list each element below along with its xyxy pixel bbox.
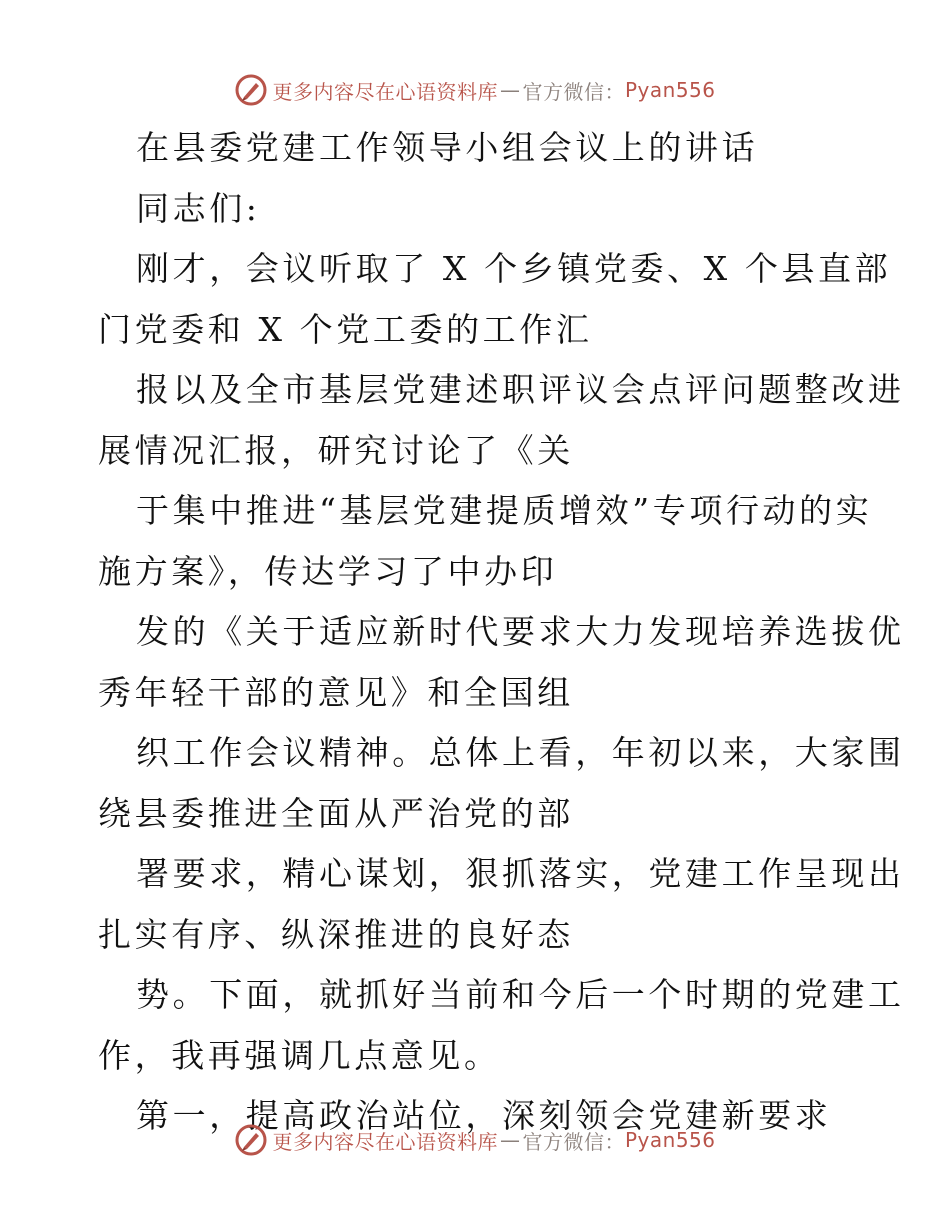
document-line: 绕县委推进全面从严治党的部 <box>98 793 574 833</box>
document-line: 作，我再强调几点意见。 <box>98 1035 501 1075</box>
document-line: 同志们: <box>136 188 261 228</box>
document-line: 发的《关于适应新时代要求大力发现培养选拔优 <box>136 612 905 651</box>
document-line: 织工作会议精神。总体上看，年初以来，大家围 <box>136 733 905 772</box>
document-line: 秀年轻干部的意见》和全国组 <box>98 672 574 712</box>
watermark-wechat-label: 官方微信： <box>522 1129 625 1154</box>
watermark-wechat-label: 官方微信： <box>522 79 625 104</box>
document-title: 在县委党建工作领导小组会议上的讲话 <box>136 128 759 167</box>
document-line: 刚才，会议听取了 X 个乡镇党委、X 个县直部 <box>136 249 892 288</box>
watermark-banner-top <box>0 70 950 110</box>
document-lines <box>98 179 905 1147</box>
pen-nib-logo-icon <box>234 73 268 107</box>
watermark-separator: — <box>499 1128 521 1152</box>
document-line: 门党委和 X 个党工委的工作汇 <box>98 309 593 349</box>
document-line: 扎实有序、纵深推进的良好态 <box>98 914 574 954</box>
watermark-wechat-id: Pyan556 <box>624 78 716 102</box>
watermark-wechat-id: Pyan556 <box>624 1128 716 1152</box>
document-line: 于集中推进“基层党建提质增效”专项行动的实 <box>136 491 873 530</box>
document-line: 施方案》，传达学习了中办印 <box>98 551 558 591</box>
document-line: 报以及全市基层党建述职评议会点评问题整改进 <box>136 370 905 409</box>
document-line: 势。下面，就抓好当前和今后一个时期的党建工 <box>136 975 905 1014</box>
watermark-site-text: 更多内容尽在心语资料库 <box>272 79 498 104</box>
pen-nib-logo-icon <box>234 1123 268 1157</box>
watermark-banner-bottom <box>0 1120 950 1160</box>
watermark-site-text: 更多内容尽在心语资料库 <box>272 1129 498 1154</box>
document-body <box>98 118 905 1147</box>
document-line: 展情况汇报，研究讨论了《关 <box>98 430 574 470</box>
watermark-separator: — <box>499 78 521 102</box>
document-line: 署要求，精心谋划，狠抓落实，党建工作呈现出 <box>136 854 905 893</box>
document-line: 第一，提高政治站位，深刻领会党建新要求 <box>136 1096 832 1135</box>
